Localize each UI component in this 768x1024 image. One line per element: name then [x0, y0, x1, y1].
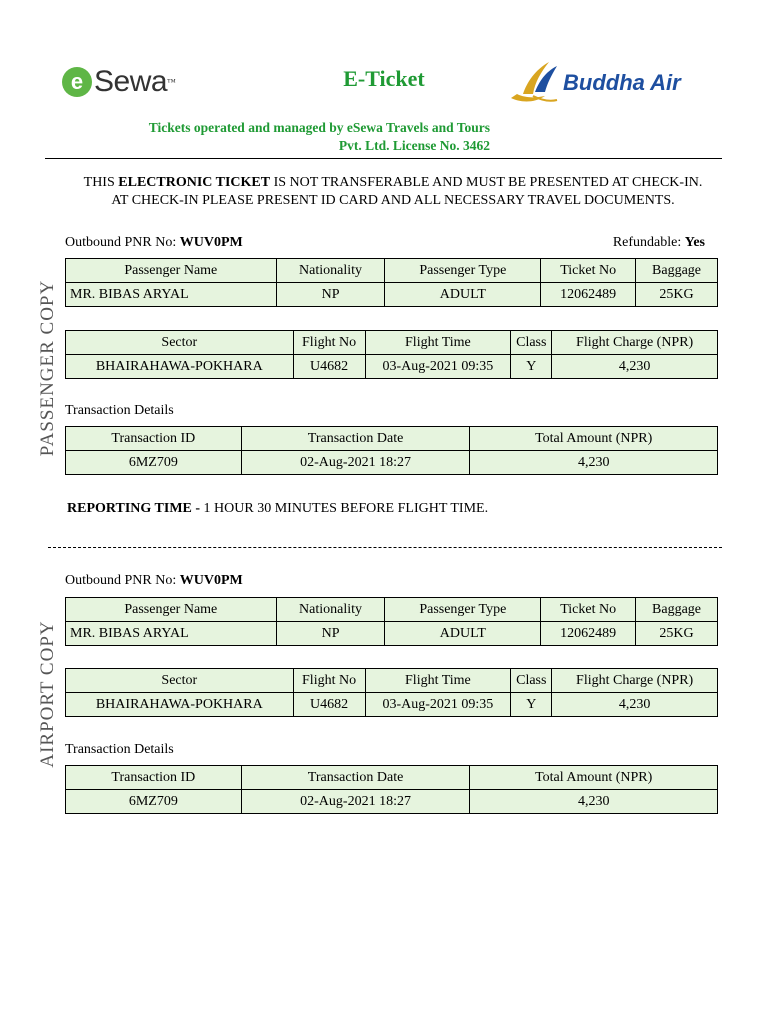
table-cell: MR. BIBAS ARYAL: [66, 622, 277, 646]
header-cell: Ticket No: [541, 259, 636, 283]
tear-line: [48, 547, 722, 548]
notice-line-1-post: IS NOT TRANSFERABLE AND MUST BE PRESENTED AT CHECK-IN.: [270, 175, 703, 190]
table-header-row: [66, 331, 718, 355]
table-header-row: [66, 766, 718, 790]
table-cell: ADULT: [385, 622, 541, 646]
header-cell: Flight Charge (NPR): [552, 669, 718, 693]
header-cell: Passenger Type: [385, 259, 541, 283]
table-cell: U4682: [293, 693, 365, 717]
table-row: [66, 693, 718, 717]
reporting-time-text: 1 HOUR 30 MINUTES BEFORE FLIGHT TIME.: [203, 501, 489, 516]
table-cell: 6MZ709: [66, 451, 242, 475]
buddha-air-bird-icon: [505, 58, 561, 108]
table-cell: 25KG: [636, 622, 718, 646]
table-header-row: [66, 259, 718, 283]
pnr-label: Outbound PNR No:: [65, 573, 180, 588]
table-cell: 02-Aug-2021 18:27: [241, 790, 470, 814]
header-cell: Transaction ID: [66, 766, 242, 790]
table-header-row: [66, 598, 718, 622]
page-title: E-Ticket: [343, 66, 425, 91]
table-header-row: [66, 427, 718, 451]
table-header-row: [66, 669, 718, 693]
table-cell: ADULT: [385, 283, 541, 307]
header-cell: Flight Charge (NPR): [552, 331, 718, 355]
buddha-air-logo: [505, 58, 681, 108]
notice-line-1-bold: ELECTRONIC TICKET: [118, 175, 271, 190]
esewa-logo-word: Sewa: [94, 65, 168, 98]
header-cell: Transaction ID: [66, 427, 242, 451]
pnr-value: WUV0PM: [179, 573, 243, 588]
header-cell: Nationality: [276, 598, 385, 622]
operated-line-1: Tickets operated and managed by eSewa Travels and Tours: [148, 120, 490, 135]
header-cell: Flight No: [293, 669, 365, 693]
table-cell: 4,230: [470, 790, 718, 814]
passenger-copy-label: PASSENGER COPY: [37, 279, 58, 457]
header-cell: Passenger Name: [66, 259, 277, 283]
reporting-time-label: REPORTING TIME -: [67, 501, 204, 516]
table-cell: 03-Aug-2021 09:35: [365, 693, 511, 717]
header-cell: Ticket No: [541, 598, 636, 622]
notice-line-2: AT CHECK-IN PLEASE PRESENT ID CARD AND ALL NECESSARY TRAVEL DOCUMENTS.: [111, 193, 675, 208]
header-cell: Flight Time: [365, 669, 511, 693]
header-cell: Transaction Date: [241, 766, 470, 790]
transaction-details-label: Transaction Details: [65, 742, 174, 757]
esewa-logo-mark: e: [62, 67, 92, 97]
table-cell: Y: [511, 693, 552, 717]
pnr-label: Outbound PNR No:: [65, 235, 180, 250]
header-cell: Sector: [66, 669, 294, 693]
table-cell: 25KG: [636, 283, 718, 307]
operated-by-text: [149, 119, 490, 155]
table-cell: 4,230: [552, 693, 718, 717]
header-cell: Nationality: [276, 259, 385, 283]
table-cell: MR. BIBAS ARYAL: [66, 283, 277, 307]
flight-table: [65, 330, 718, 379]
pnr-line: [65, 235, 243, 251]
header-cell: Flight Time: [365, 331, 511, 355]
table-row: [66, 622, 718, 646]
pnr-value: WUV0PM: [179, 235, 243, 250]
notice-line-1: [0, 174, 768, 192]
refundable-line: [613, 235, 705, 251]
header-cell: Total Amount (NPR): [470, 427, 718, 451]
header-cell: Baggage: [636, 259, 718, 283]
table-row: [66, 790, 718, 814]
table-cell: NP: [276, 622, 385, 646]
table-cell: 12062489: [541, 622, 636, 646]
table-cell: 12062489: [541, 283, 636, 307]
table-cell: Y: [511, 355, 552, 379]
transfer-notice: [0, 174, 768, 210]
header-cell: Class: [511, 331, 552, 355]
reporting-time: [67, 501, 488, 517]
table-cell: U4682: [293, 355, 365, 379]
refundable-label: Refundable:: [612, 235, 685, 250]
header-cell: Flight No: [293, 331, 365, 355]
transaction-table: [65, 426, 718, 475]
airport-copy-label: AIRPORT COPY: [37, 620, 58, 768]
pnr-line: [65, 573, 243, 589]
transaction-details-label: Transaction Details: [65, 403, 174, 418]
esewa-logo-tm: ™: [167, 77, 176, 87]
table-row: [66, 451, 718, 475]
transaction-table: [65, 765, 718, 814]
header-cell: Passenger Type: [385, 598, 541, 622]
table-cell: 4,230: [470, 451, 718, 475]
table-cell: 02-Aug-2021 18:27: [241, 451, 470, 475]
header-divider: [45, 158, 722, 159]
passenger-table: [65, 597, 718, 646]
table-row: [66, 355, 718, 379]
table-row: [66, 283, 718, 307]
refundable-value: Yes: [684, 235, 705, 250]
header-cell: Baggage: [636, 598, 718, 622]
operated-line-2: Pvt. Ltd. License No. 3462: [338, 138, 490, 153]
header-cell: Sector: [66, 331, 294, 355]
header-cell: Class: [511, 669, 552, 693]
table-cell: BHAIRAHAWA-POKHARA: [66, 693, 294, 717]
buddha-air-wordmark: Buddha Air: [563, 70, 681, 95]
passenger-table: [65, 258, 718, 307]
flight-table: [65, 668, 718, 717]
table-cell: 6MZ709: [66, 790, 242, 814]
header-cell: Passenger Name: [66, 598, 277, 622]
table-cell: BHAIRAHAWA-POKHARA: [66, 355, 294, 379]
table-cell: 03-Aug-2021 09:35: [365, 355, 511, 379]
header-cell: Total Amount (NPR): [470, 766, 718, 790]
table-cell: NP: [276, 283, 385, 307]
header-cell: Transaction Date: [241, 427, 470, 451]
table-cell: 4,230: [552, 355, 718, 379]
notice-line-1-pre: THIS: [83, 175, 119, 190]
